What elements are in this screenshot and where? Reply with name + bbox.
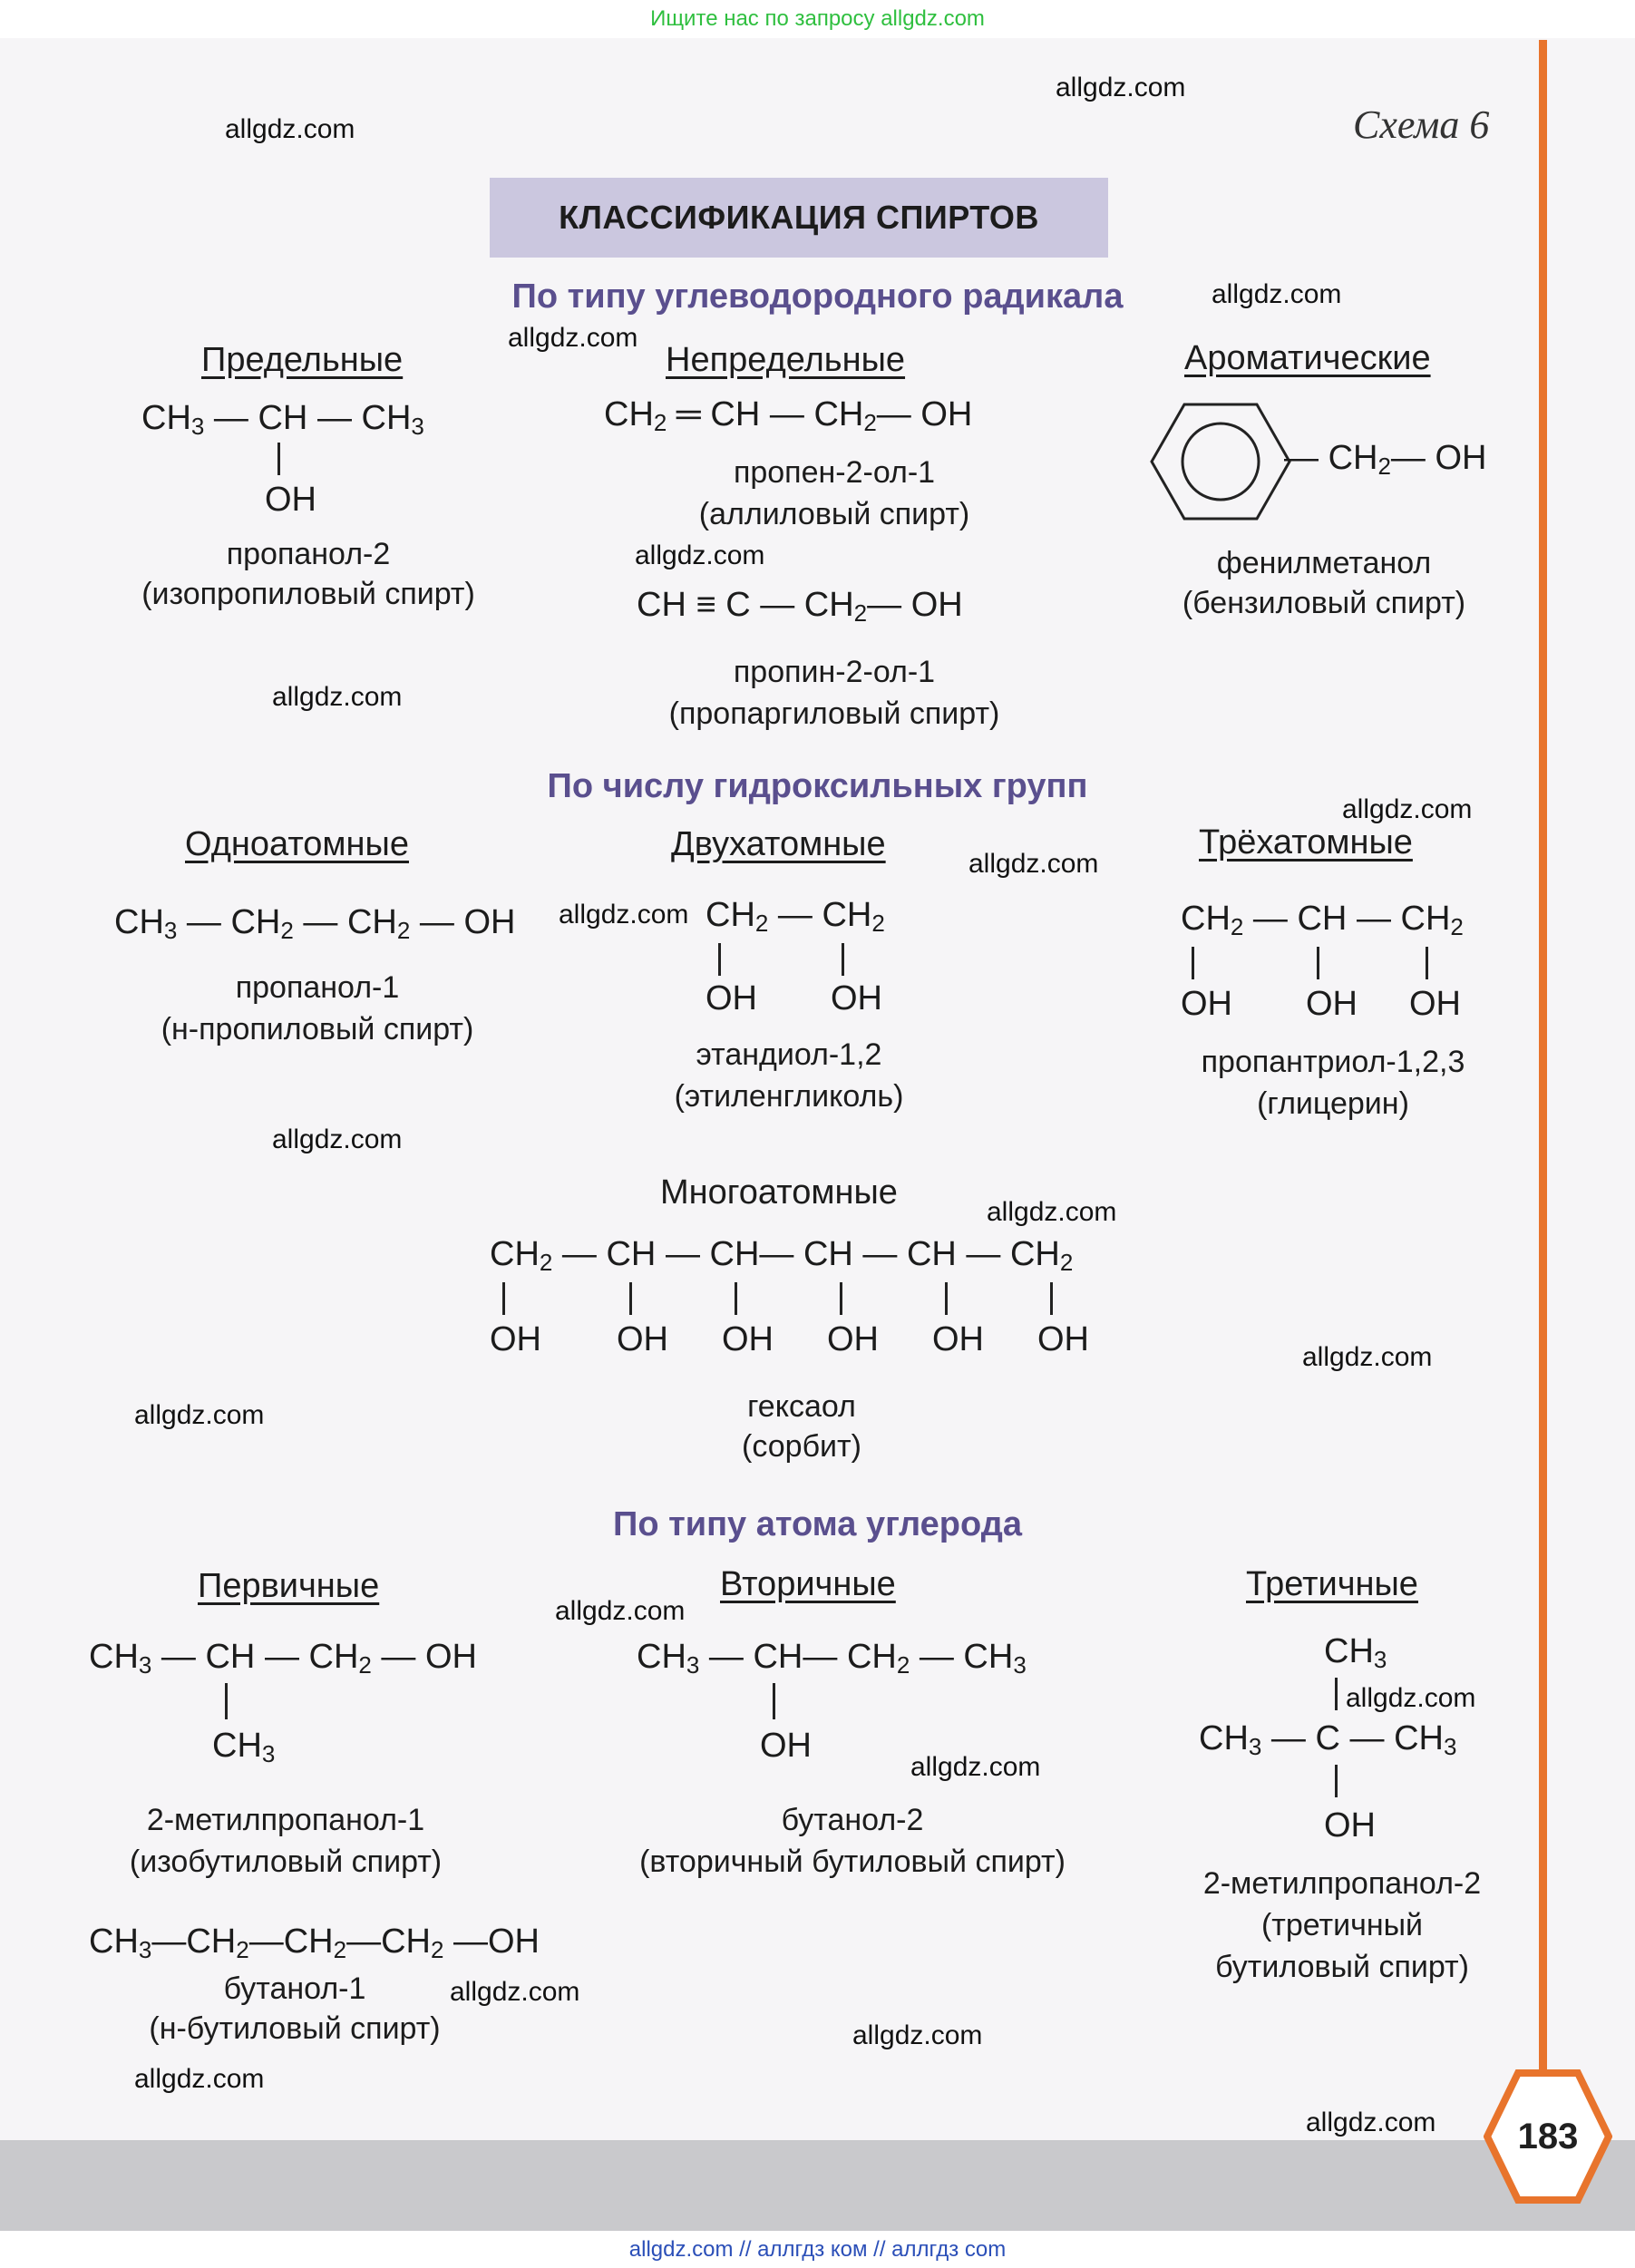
- caption-trivial: (сорбит): [742, 1429, 861, 1464]
- formula-ethanediol: $CH_2$ — $CH_2$: [706, 896, 885, 937]
- caption-name: пропанол-1: [235, 970, 400, 1005]
- column-head-aromatic: Ароматические: [1184, 339, 1431, 377]
- caption-name: гексаол: [747, 1389, 856, 1424]
- formula-glycerol: $CH_2$ — CH — $CH_2$: [1181, 900, 1464, 940]
- caption-name: пропен-2-ол-1: [733, 455, 936, 490]
- scheme-label: Схема 6: [1353, 102, 1490, 147]
- caption-name: бутанол-1: [223, 1971, 366, 2006]
- bond-line: [773, 1683, 775, 1719]
- caption-name: 2-метилпропанол-2: [1202, 1866, 1482, 1901]
- group-ch3: $CH_3$: [1324, 1632, 1387, 1673]
- caption-trivial: (аллиловый спирт): [698, 497, 970, 531]
- caption-trivial: (бензиловый спирт): [1182, 586, 1466, 620]
- caption-name: пропин-2-ол-1: [733, 655, 936, 689]
- column-head-secondary: Вторичные: [720, 1565, 896, 1603]
- group-oh: OH: [1037, 1320, 1089, 1358]
- watermark: allgdz.com: [555, 1596, 686, 1626]
- watermark: allgdz.com: [134, 2064, 265, 2094]
- column-head-saturated: Предельные: [201, 341, 404, 379]
- group-ch3: $CH_3$: [212, 1727, 276, 1767]
- watermark: allgdz.com: [1342, 794, 1473, 824]
- bond-line: [1192, 947, 1194, 979]
- formula-propanol-2: $CH_3$ — CH — $CH_3$: [141, 399, 424, 440]
- caption-trivial: (изобутиловый спирт): [129, 1845, 443, 1879]
- watermark: allgdz.com: [910, 1752, 1041, 1782]
- section-heading-carbon: По типу атома углерода: [613, 1505, 1022, 1543]
- page-edge-stripe: [1539, 40, 1547, 2098]
- caption-name: фенилметанол: [1216, 546, 1432, 580]
- group-oh: OH: [490, 1320, 541, 1358]
- watermark: allgdz.com: [635, 540, 765, 570]
- bond-line: [629, 1282, 632, 1315]
- group-oh: OH: [831, 979, 882, 1017]
- column-head-tertiary: Третичные: [1246, 1565, 1418, 1603]
- watermark: allgdz.com: [1346, 1683, 1476, 1713]
- group-oh: OH: [1306, 985, 1358, 1023]
- top-banner[interactable]: Ищите нас по запросу allgdz.com: [0, 0, 1635, 38]
- section-heading-hydroxyl: По числу гидроксильных групп: [547, 767, 1088, 805]
- formula-hexaol: $CH_2$ — CH — CH— CH — CH — $CH_2$: [490, 1235, 1074, 1276]
- watermark: allgdz.com: [272, 1124, 403, 1154]
- caption-trivial: (третичный: [1260, 1908, 1424, 1942]
- watermark: allgdz.com: [225, 114, 355, 144]
- formula-isobutanol: $CH_3$ — CH — $CH_2$ — OH: [89, 1638, 477, 1679]
- bond-line: [225, 1683, 228, 1719]
- group-oh: OH: [932, 1320, 984, 1358]
- formula-benzyl-chain: — $CH_2—$ OH: [1284, 439, 1487, 480]
- caption-trivial: (пропаргиловый спирт): [668, 696, 1000, 731]
- formula-propynol: CH ≡ C — $CH_2—$ OH: [637, 586, 963, 627]
- page-title: КЛАССИФИКАЦИЯ СПИРТОВ: [490, 178, 1108, 258]
- group-oh: OH: [827, 1320, 879, 1358]
- formula-propenol: $CH_2$ ═ CH — $CH_2—$ OH: [604, 395, 973, 436]
- benzene-ring-icon: [1148, 401, 1293, 522]
- page-number: 183: [1517, 2117, 1579, 2156]
- watermark: allgdz.com: [450, 1977, 580, 2007]
- watermark: allgdz.com: [272, 682, 403, 712]
- group-oh: OH: [722, 1320, 774, 1358]
- bond-line: [1335, 1678, 1338, 1710]
- bond-line: [735, 1282, 737, 1315]
- caption-trivial: (изопропиловый спирт): [141, 577, 475, 611]
- section-heading-radical: По типу углеводородного радикала: [511, 277, 1124, 316]
- bond-line: [842, 943, 844, 976]
- formula-propanol-1: $CH_3$ — $CH_2$ — $CH_2$ — OH: [114, 903, 516, 944]
- column-head-di: Двухатомные: [671, 825, 886, 863]
- watermark: allgdz.com: [987, 1197, 1117, 1227]
- caption-trivial: (вторичный бутиловый спирт): [639, 1845, 1066, 1879]
- formula-tert-butanol: $CH_3$ — C — $CH_3$: [1199, 1719, 1457, 1760]
- group-oh: OH: [1324, 1806, 1376, 1845]
- column-head-primary: Первичные: [198, 1567, 380, 1605]
- column-head-unsaturated: Непредельные: [666, 341, 906, 379]
- formula-butanol-2: $CH_3$ — CH— $CH_2$ — $CH_3$: [637, 1638, 1027, 1679]
- caption-name: 2-метилпропанол-1: [146, 1803, 425, 1837]
- bond-line: [1317, 947, 1319, 979]
- watermark: allgdz.com: [1302, 1342, 1433, 1372]
- watermark: allgdz.com: [134, 1400, 265, 1430]
- watermark: allgdz.com: [508, 323, 638, 353]
- caption-name: бутанол-2: [781, 1803, 924, 1837]
- watermark: allgdz.com: [852, 2020, 983, 2050]
- bond-line: [718, 943, 721, 976]
- caption-name: пропантриол-1,2,3: [1201, 1045, 1465, 1079]
- watermark: allgdz.com: [1306, 2107, 1436, 2137]
- group-oh: OH: [1409, 985, 1461, 1023]
- caption-name: этандиол-1,2: [696, 1037, 882, 1072]
- bond-line: [277, 443, 280, 475]
- caption-trivial: (этиленгликоль): [674, 1079, 904, 1114]
- group-oh: OH: [617, 1320, 668, 1358]
- bond-line: [840, 1282, 842, 1315]
- group-oh: OH: [265, 481, 316, 519]
- caption-name: пропанол-2: [226, 537, 391, 571]
- column-head-mono: Одноатомные: [185, 825, 409, 863]
- column-head-tri: Трёхатомные: [1199, 823, 1413, 861]
- watermark: allgdz.com: [559, 900, 689, 930]
- caption-trivial: бутиловый спирт): [1215, 1950, 1469, 1984]
- bond-line: [1050, 1282, 1053, 1315]
- bond-line: [1426, 947, 1428, 979]
- bond-line: [945, 1282, 948, 1315]
- bottom-banner[interactable]: allgdz.com // аллгдз ком // аллгдз com: [0, 2231, 1635, 2268]
- formula-butanol-1: $CH_3—CH_2—CH_2—CH_2$ —OH: [89, 1922, 540, 1963]
- caption-trivial: (глицерин): [1257, 1086, 1409, 1121]
- watermark: allgdz.com: [1212, 279, 1342, 309]
- watermark: allgdz.com: [1056, 73, 1186, 102]
- group-oh: OH: [1181, 985, 1232, 1023]
- caption-trivial: (н-бутиловый спирт): [149, 2011, 441, 2046]
- group-oh: OH: [760, 1727, 812, 1765]
- caption-trivial: (н-пропиловый спирт): [161, 1012, 474, 1046]
- group-oh: OH: [706, 979, 757, 1017]
- watermark: allgdz.com: [968, 849, 1099, 879]
- page-footer-band: [0, 2140, 1635, 2231]
- bond-line: [1335, 1765, 1338, 1797]
- bond-line: [502, 1282, 505, 1315]
- column-head-poly: Многоатомные: [660, 1173, 898, 1212]
